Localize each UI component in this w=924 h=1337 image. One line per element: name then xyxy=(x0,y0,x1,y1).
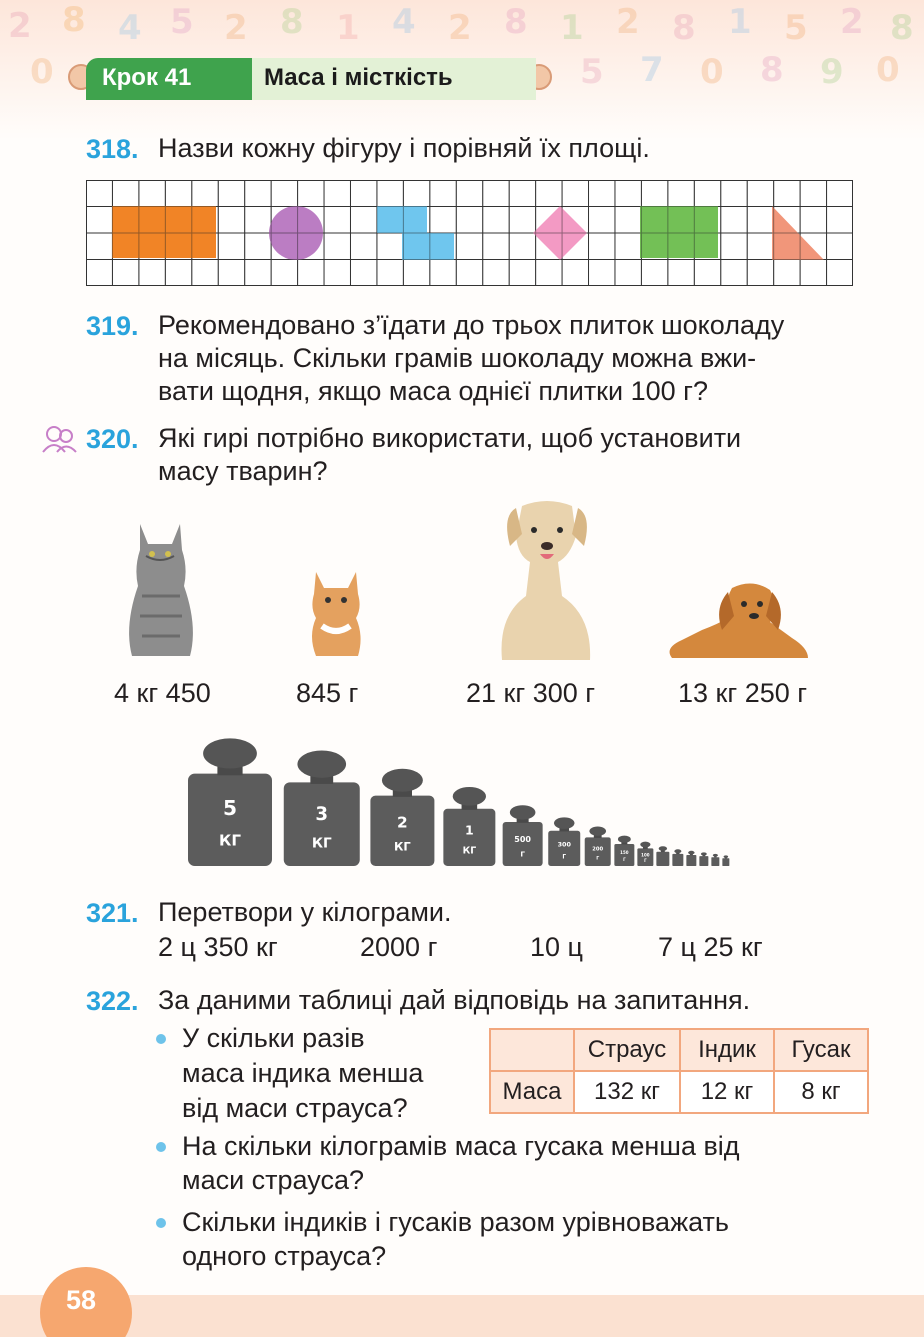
orange-rectangle xyxy=(112,206,216,258)
green-rectangle xyxy=(640,206,718,258)
table-cell-goose-mass: 8 кг xyxy=(774,1071,868,1113)
weight-500-Г xyxy=(503,805,543,866)
lesson-header xyxy=(68,54,558,102)
bullet-icon xyxy=(156,1034,166,1044)
table-header-goose: Гусак xyxy=(774,1029,868,1071)
step-label: Крок 41 xyxy=(102,64,192,91)
task-number-319: 319. xyxy=(86,311,139,341)
weight-100-Г xyxy=(637,842,653,866)
table-cell-turkey-mass: 12 кг xyxy=(680,1071,774,1113)
weight-value-label: 200 xyxy=(592,846,604,853)
question-3-line-1: Скільки індиків і гусаків разом урівноважать xyxy=(182,1207,729,1237)
conversion-item: 10 ц xyxy=(530,932,583,962)
weight-3-КГ xyxy=(284,750,360,866)
labrador-image xyxy=(472,496,622,666)
weights-set xyxy=(188,726,758,868)
cat-mass: 4 кг 450 xyxy=(114,678,211,708)
question-2-line-1: На скільки кілограмів маса гусака менша від xyxy=(182,1131,740,1161)
weight-unit-label: КГ xyxy=(462,845,477,857)
kitten-mass: 845 г xyxy=(296,678,359,708)
top-decorative-background: 2 8 4 5 2 8 1 4 2 8 1 2 8 1 5 2 8 0 5 7 0 8 9 0 xyxy=(0,0,924,140)
task-319-line-1: Рекомендовано з’їдати до трьох плиток шоколаду xyxy=(158,310,785,340)
table-row-label: Маса xyxy=(490,1071,574,1113)
task-322-text: За даними таблиці дай відповідь на запитання. xyxy=(158,985,751,1015)
table-header-ostrich: Страус xyxy=(574,1029,680,1071)
page-number: 58 xyxy=(66,1285,97,1315)
pair-work-icon xyxy=(40,424,80,454)
weight-value-label: 1 xyxy=(465,822,474,838)
page-footer xyxy=(0,1267,924,1337)
table-row xyxy=(490,1071,868,1113)
conversion-item: 2000 г xyxy=(360,932,438,962)
shapes-grid xyxy=(86,180,853,286)
task-number-320: 320. xyxy=(86,424,139,454)
weight-200-Г xyxy=(585,826,611,866)
weight-value-label: 500 xyxy=(514,834,531,844)
weight-unit-label: Г xyxy=(596,856,600,862)
weight-unit-label: КГ xyxy=(394,839,411,854)
weight-unit-label: Г xyxy=(562,854,567,861)
table-cell xyxy=(490,1029,574,1071)
weight-unit-label: Г xyxy=(520,849,525,859)
weight-1-КГ xyxy=(443,787,495,866)
bullet-icon xyxy=(156,1142,166,1152)
question-3-line-2: одного страуса? xyxy=(182,1241,387,1271)
weight-unit-label: КГ xyxy=(311,835,332,852)
question-1-line-2: маса індика менша xyxy=(182,1058,424,1088)
weight-20-Г xyxy=(672,849,683,866)
table-cell-ostrich-mass: 132 кг xyxy=(574,1071,680,1113)
weight-value-label: 3 xyxy=(315,804,329,826)
labrador-mass: 21 кг 300 г xyxy=(466,678,596,708)
task-320-line-1: Які гирі потрібно використати, щоб установити xyxy=(158,423,742,453)
weight-50-Г xyxy=(656,846,669,866)
weight-2-КГ xyxy=(370,769,434,866)
mass-table xyxy=(489,1028,869,1114)
weight-2-Г xyxy=(711,854,719,866)
question-2-line-2: маси страуса? xyxy=(182,1165,364,1195)
spaniel-puppy-mass: 13 кг 250 г xyxy=(678,678,808,708)
weight-unit-label: Г xyxy=(644,858,647,864)
task-319-line-3: вати щодня, якщо маса однієї плитки 100 г? xyxy=(158,376,708,406)
task-319-line-2: на місяць. Скільки грамів шоколаду можна вжи- xyxy=(158,343,757,373)
weight-150-Г xyxy=(614,836,634,866)
weight-300-Г xyxy=(548,817,580,866)
bullet-icon xyxy=(156,1218,166,1228)
cat-image xyxy=(122,516,200,660)
weight-value-label: 100 xyxy=(641,852,650,858)
question-1-line-1: У скільки разів xyxy=(182,1023,365,1053)
weight-value-label: 2 xyxy=(397,813,408,832)
conversion-item: 7 ц 25 кг xyxy=(658,932,763,962)
task-number-321: 321. xyxy=(86,898,139,928)
weight-5-Г xyxy=(699,852,708,866)
weight-value-label: 5 xyxy=(222,796,238,821)
weight-unit-label: Г xyxy=(623,857,626,863)
weight-1-Г xyxy=(722,855,729,866)
conversion-item: 2 ц 350 кг xyxy=(158,932,278,962)
weight-10-Г xyxy=(686,851,696,866)
task-321-text: Перетвори у кілограми. xyxy=(158,897,452,927)
task-320-line-2: масу тварин? xyxy=(158,456,328,486)
weight-value-label: 300 xyxy=(557,840,571,849)
weight-5-КГ xyxy=(188,738,272,866)
task-number-318: 318. xyxy=(86,134,139,164)
footer-band xyxy=(0,1295,924,1337)
lesson-title: Маса і місткість xyxy=(264,64,453,91)
weight-value-label: 150 xyxy=(620,849,629,855)
weight-unit-label: КГ xyxy=(219,831,241,850)
task-318-text: Назви кожну фігуру і порівняй їх площі. xyxy=(158,133,650,163)
task-number-322: 322. xyxy=(86,986,139,1016)
spaniel-puppy-image xyxy=(662,578,812,662)
table-header-turkey: Індик xyxy=(680,1029,774,1071)
kitten-image xyxy=(308,566,364,660)
table-header-row xyxy=(490,1029,868,1071)
question-1-line-3: від маси страуса? xyxy=(182,1093,408,1123)
